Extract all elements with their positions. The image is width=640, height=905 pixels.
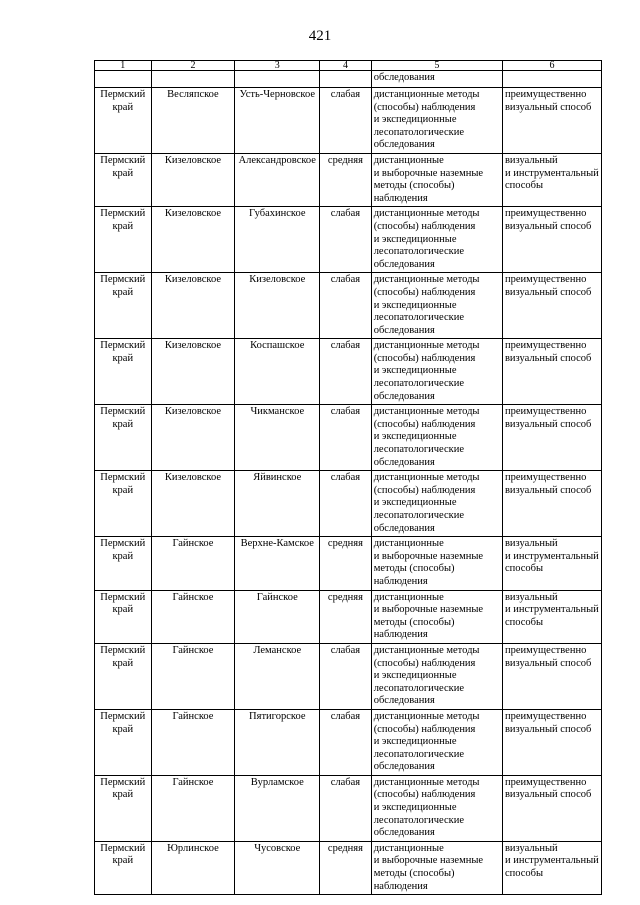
- cell-forestry: Кизеловское: [151, 207, 235, 273]
- cell-region: Пермский край: [95, 405, 152, 471]
- cell-region: Пермский край: [95, 537, 152, 590]
- cell-methods: дистанционные и выборочные наземные методы (способы) наблюдения: [371, 590, 502, 643]
- cell-way: визуальный и инструментальный способы: [502, 153, 601, 206]
- cell-methods: дистанционные методы (способы) наблюдения и экспедиционные лесопатологические обследования: [371, 207, 502, 273]
- cell-forestry: [151, 71, 235, 88]
- cell-methods: дистанционные методы (способы) наблюдения и экспедиционные лесопатологические обследования: [371, 709, 502, 775]
- cell-way: преимущественно визуальный способ: [502, 775, 601, 841]
- forest-monitoring-table: [94, 60, 602, 895]
- cell-region: Пермский край: [95, 841, 152, 894]
- column-number: 5: [371, 61, 502, 71]
- cell-way: визуальный и инструментальный способы: [502, 590, 601, 643]
- cell-level: слабая: [320, 88, 372, 154]
- cell-methods: обследования: [371, 71, 502, 88]
- cell-region: Пермский край: [95, 339, 152, 405]
- cell-way: визуальный и инструментальный способы: [502, 537, 601, 590]
- cell-way: преимущественно визуальный способ: [502, 643, 601, 709]
- cell-level: слабая: [320, 775, 372, 841]
- table-row: [95, 709, 602, 775]
- cell-level: слабая: [320, 709, 372, 775]
- cell-district: Александровское: [235, 153, 320, 206]
- table-row: [95, 339, 602, 405]
- cell-methods: дистанционные методы (способы) наблюдения и экспедиционные лесопатологические обследования: [371, 405, 502, 471]
- cell-way: преимущественно визуальный способ: [502, 273, 601, 339]
- cell-forestry: Гайнское: [151, 590, 235, 643]
- cell-level: средняя: [320, 590, 372, 643]
- cell-region: Пермский край: [95, 207, 152, 273]
- cell-region: Пермский край: [95, 590, 152, 643]
- continuation-row: [95, 71, 602, 88]
- column-number: 3: [235, 61, 320, 71]
- cell-region: Пермский край: [95, 775, 152, 841]
- cell-way: преимущественно визуальный способ: [502, 405, 601, 471]
- cell-way: преимущественно визуальный способ: [502, 207, 601, 273]
- cell-forestry: Кизеловское: [151, 339, 235, 405]
- cell-way: преимущественно визуальный способ: [502, 471, 601, 537]
- cell-forestry: Весляпское: [151, 88, 235, 154]
- cell-forestry: Юрлинское: [151, 841, 235, 894]
- cell-region: Пермский край: [95, 471, 152, 537]
- table-row: [95, 841, 602, 894]
- cell-way: преимущественно визуальный способ: [502, 709, 601, 775]
- cell-forestry: Гайнское: [151, 775, 235, 841]
- cell-region: Пермский край: [95, 643, 152, 709]
- cell-district: Губахинское: [235, 207, 320, 273]
- cell-level: слабая: [320, 405, 372, 471]
- cell-level: средняя: [320, 153, 372, 206]
- cell-forestry: Кизеловское: [151, 153, 235, 206]
- cell-way: преимущественно визуальный способ: [502, 339, 601, 405]
- table-row: [95, 405, 602, 471]
- cell-forestry: Гайнское: [151, 537, 235, 590]
- cell-district: Чикманское: [235, 405, 320, 471]
- page-number: 421: [308, 28, 332, 44]
- column-number: 1: [95, 61, 152, 71]
- cell-level: слабая: [320, 207, 372, 273]
- cell-district: Верхне-Камское: [235, 537, 320, 590]
- table-row: [95, 775, 602, 841]
- cell-methods: дистанционные методы (способы) наблюдения и экспедиционные лесопатологические обследования: [371, 775, 502, 841]
- cell-level: [320, 71, 372, 88]
- cell-methods: дистанционные и выборочные наземные методы (способы) наблюдения: [371, 537, 502, 590]
- cell-methods: дистанционные методы (способы) наблюдения и экспедиционные лесопатологические обследования: [371, 88, 502, 154]
- cell-forestry: Кизеловское: [151, 405, 235, 471]
- cell-district: Усть-Черновское: [235, 88, 320, 154]
- cell-forestry: Гайнское: [151, 643, 235, 709]
- cell-forestry: Кизеловское: [151, 471, 235, 537]
- column-number: 4: [320, 61, 372, 71]
- cell-region: Пермский край: [95, 273, 152, 339]
- cell-methods: дистанционные методы (способы) наблюдения и экспедиционные лесопатологические обследования: [371, 339, 502, 405]
- column-number: 2: [151, 61, 235, 71]
- cell-level: средняя: [320, 841, 372, 894]
- cell-way: [502, 71, 601, 88]
- cell-level: слабая: [320, 339, 372, 405]
- cell-district: Вурламское: [235, 775, 320, 841]
- table-row: [95, 273, 602, 339]
- cell-methods: дистанционные и выборочные наземные методы (способы) наблюдения: [371, 841, 502, 894]
- cell-level: средняя: [320, 537, 372, 590]
- cell-district: Коспашское: [235, 339, 320, 405]
- cell-district: Чусовское: [235, 841, 320, 894]
- table-row: [95, 537, 602, 590]
- cell-forestry: Гайнское: [151, 709, 235, 775]
- cell-district: [235, 71, 320, 88]
- cell-district: Кизеловское: [235, 273, 320, 339]
- cell-region: Пермский край: [95, 153, 152, 206]
- cell-region: [95, 71, 152, 88]
- cell-methods: дистанционные и выборочные наземные методы (способы) наблюдения: [371, 153, 502, 206]
- cell-district: Пятигорское: [235, 709, 320, 775]
- column-number-row: [95, 61, 602, 71]
- table-row: [95, 471, 602, 537]
- table-row: [95, 590, 602, 643]
- cell-level: слабая: [320, 643, 372, 709]
- table-row: [95, 88, 602, 154]
- cell-level: слабая: [320, 273, 372, 339]
- cell-district: Яйвинское: [235, 471, 320, 537]
- cell-methods: дистанционные методы (способы) наблюдения и экспедиционные лесопатологические обследования: [371, 471, 502, 537]
- cell-district: Леманское: [235, 643, 320, 709]
- column-number: 6: [502, 61, 601, 71]
- cell-region: Пермский край: [95, 88, 152, 154]
- table-row: [95, 643, 602, 709]
- cell-methods: дистанционные методы (способы) наблюдения и экспедиционные лесопатологические обследования: [371, 643, 502, 709]
- table-row: [95, 153, 602, 206]
- cell-region: Пермский край: [95, 709, 152, 775]
- cell-way: визуальный и инструментальный способы: [502, 841, 601, 894]
- cell-level: слабая: [320, 471, 372, 537]
- cell-methods: дистанционные методы (способы) наблюдения и экспедиционные лесопатологические обследования: [371, 273, 502, 339]
- cell-district: Гайнское: [235, 590, 320, 643]
- table-row: [95, 207, 602, 273]
- cell-way: преимущественно визуальный способ: [502, 88, 601, 154]
- cell-forestry: Кизеловское: [151, 273, 235, 339]
